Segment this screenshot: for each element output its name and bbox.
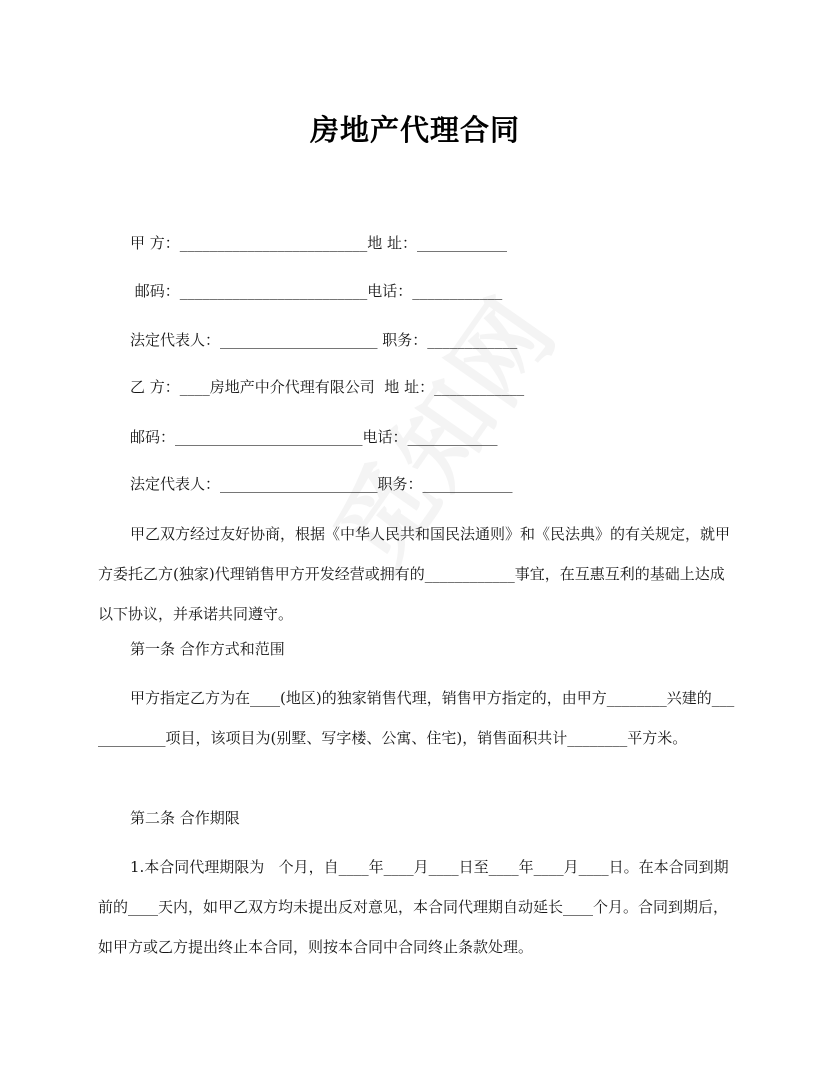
section-1-body: 甲方指定乙方为在____(地区)的独家销售代理，销售甲方指定的，由甲方________兴建的____________项目，该项目为(别墅、写字楼、公寓、住宅)，销售面积共计________平方米。 [98, 689, 735, 747]
party-a-representative-line: 法定代表人：_____________________ 职务：____________ [130, 331, 518, 349]
section-2-heading: 第二条 合作期限 [130, 809, 240, 827]
party-b-representative-line: 法定代表人：_____________________职务：____________ [130, 475, 513, 493]
party-a-postcode-line: 邮码：_________________________电话：____________ [130, 282, 503, 300]
preamble-paragraph: 甲乙双方经过友好协商，根据《中华人民共和国民法通则》和《民法典》的有关规定，就甲方委托乙方(独家)代理销售甲方开发经营或拥有的____________事宜，在互惠互利的基础上达成以下协议，并承诺共同遵守。 [98, 525, 731, 623]
document-title: 房地产代理合同 [309, 113, 520, 147]
section-2-body: 1.本合同代理期限为 个月，自____年____月____日至____年____月____日。在本合同到期前的____天内，如甲乙双方均未提出反对意见，本合同代理期自动延长____个月。合同到期后，如甲方或乙方提出终止本合同，则按本合同中合同终止条款处理。 [98, 858, 729, 956]
section-1-heading: 第一条 合作方式和范围 [130, 640, 285, 658]
party-b-name-line: 乙 方：____房地产中介代理有限公司 地 址：____________ [130, 378, 525, 396]
party-a-name-line: 甲 方：_________________________地 址：____________ [130, 234, 508, 252]
party-b-postcode-line: 邮码：_________________________电话：____________ [130, 428, 498, 446]
